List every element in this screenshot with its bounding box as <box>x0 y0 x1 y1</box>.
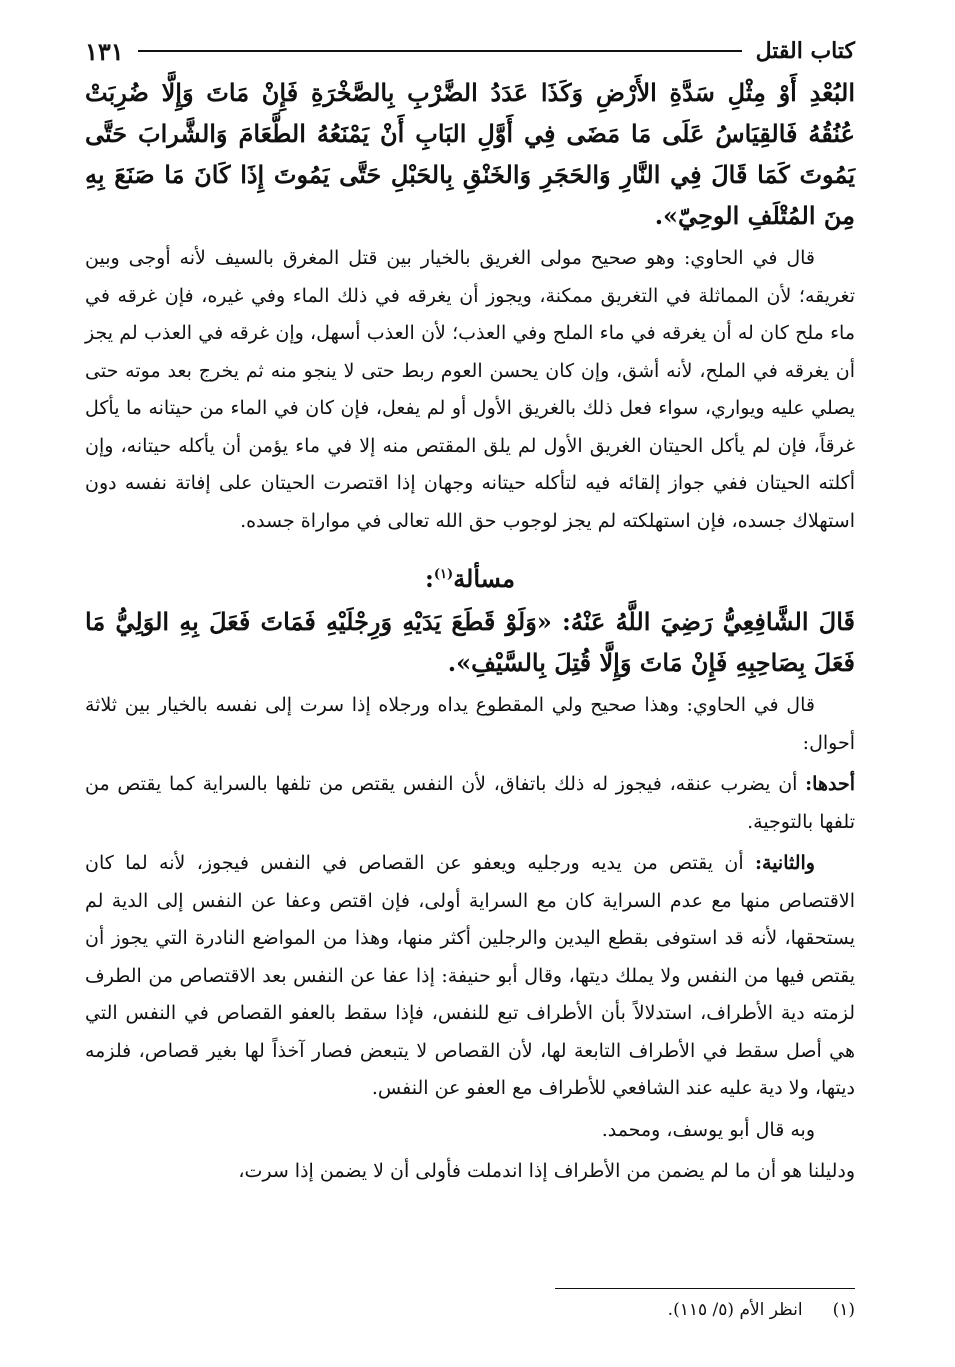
footnote-text: انظر الأم (٥/ ١١٥). <box>667 1300 803 1320</box>
state-2-text: أن يقتص من يديه ورجليه ويعفو عن القصاص في النفس فيجوز، لأنه لما كان الاقتصاص منها مع عدم السراية كان مع السراية أولى، فإن اقتص وعفا عن النفس إلى الدية لم يستحقها، لأنه قد استوفى بقطع اليدين والرجلين أكثر منها، وهذا من المواضع النادرة التي يجوز أن يقتص فيها من النفس ولا يملك ديتها، وقال أبو حنيفة: إذا عفا عن النفس بعد الاقتصاص من الطرف لزمته دية الأطراف، استدلالاً بأن الأطراف تبع للنفس، فإذا سقط بالعفو القصاص في النفس التي هي أصل سقط في الأطراف التابعة لها، لأن القصاص لا يتبعض فصار آخذاً لها بغير قصاص، فلزمه ديتها، ولا دية عليه عند الشافعي للأطراف مع العفو عن النفس. <box>85 852 855 1099</box>
chapter-title: كتاب القتل <box>755 38 855 64</box>
footnote-number: (١) <box>832 1300 855 1320</box>
state-1-paragraph <box>85 766 855 841</box>
state-2-paragraph <box>85 845 855 1108</box>
commentary-paragraph-1: قال في الحاوي: وهو صحيح مولى الغريق بالخيار بين قتل المغرق بالسيف لأنه أوجى وبين تغريقه؛ لأن المماثلة في التغريق ممكنة، ويجوز أن يغرقه في ذلك الماء وفي غيره، فإن غرقه في ماء ملح كان له أن يغرقه في ماء الملح وفي العذب؛ لأن العذب أسهل، وإن غرقه في العذب لم يجز أن يغرقه في الملح، لأنه أشق، وإن كان يحسن العوم ربط حتى لا ينجو منه ثم يخرج بعد موته حتى يصلي عليه ويواري، سواء فعل ذلك بالغريق الأول أو لم يفعل، فإن كان في الماء من حيتانه ما يأكل غرقاً، فإن لم يأكل الحيتان الغريق الأول لم يلق المقتص منه إلا في ماء يؤمن أن يأكله حيتانه، وإن أكلته الحيتان ففي جواز إلقائه فيه لتأكله حيتانه وجهان إذا اقتصرت الحيتان على إفاتة نفسه دون استهلاك جسده، فإن استهلكته لم يجز لوجوب حق الله تعالى في مواراة جسده. <box>85 247 855 532</box>
footnote <box>85 1300 855 1320</box>
commentary-paragraph-2: قال في الحاوي: وهذا صحيح ولي المقطوع يداه ورجلاه إذا سرت إلى نفسه بالخيار بين ثلاثة أحوال: <box>85 694 855 754</box>
commentary-paragraph-3: وبه قال أبو يوسف، ومحمد. <box>601 1118 815 1141</box>
section-heading-title: مسألة <box>453 564 515 593</box>
header-rule <box>138 50 742 52</box>
state-1-text: أن يضرب عنقه، فيجوز له ذلك باتفاق، لأن النفس يقتص من تلفها بالسراية كما يقتص من تلفها بالتوجية. <box>85 773 855 833</box>
section-heading-colon: : <box>425 564 434 593</box>
footnote-rule <box>555 1288 855 1289</box>
second-quote: قَالَ الشَّافِعِيُّ رَضِيَ اللَّهُ عَنْهُ: «وَلَوْ قَطَعَ يَدَيْهِ وَرِجْلَيْهِ فَمَاتَ فَعَلَ بِهِ الوَلِيُّ مَا فَعَلَ بِصَاحِبِهِ فَإِنْ مَاتَ وَإِلَّا قُتِلَ بِالسَّيْفِ». <box>85 607 855 677</box>
section-heading <box>85 564 855 593</box>
page-number: ١٣١ <box>85 36 124 66</box>
footnote-ref: (١) <box>433 567 454 582</box>
state-1-lead: أحدها: <box>805 773 855 795</box>
opening-quote: البُعْدِ أَوْ مِثْلِ سَدَّةِ الأَرْضِ وَكَذَا عَدَدُ الضَّرْبِ بِالصَّخْرَةِ فَإِنْ مَاتَ وَإِلَّا ضُرِبَتْ عُنُقُهُ فَالقِيَاسُ عَلَى مَا مَضَى فِي أَوَّلِ البَابِ أَنْ يَمْنَعُهُ الطَّعَامَ وَالشَّرابَ حَتَّى يَمُوتَ كَمَا قَالَ فِي النَّارِ وَالحَجَرِ وَالخَنْقِ بِالحَبْلِ حَتَّى يَمُوتَ إِذَا كَانَ مَا صَنَعَ بِهِ مِنَ المُتْلَفِ الوحِيّ». <box>85 78 855 230</box>
state-2-lead: والثانية: <box>755 852 815 874</box>
page-header <box>85 30 855 72</box>
commentary-paragraph-4: ودليلنا هو أن ما لم يضمن من الأطراف إذا اندملت فأولى أن لا يضمن إذا سرت، <box>238 1160 855 1182</box>
